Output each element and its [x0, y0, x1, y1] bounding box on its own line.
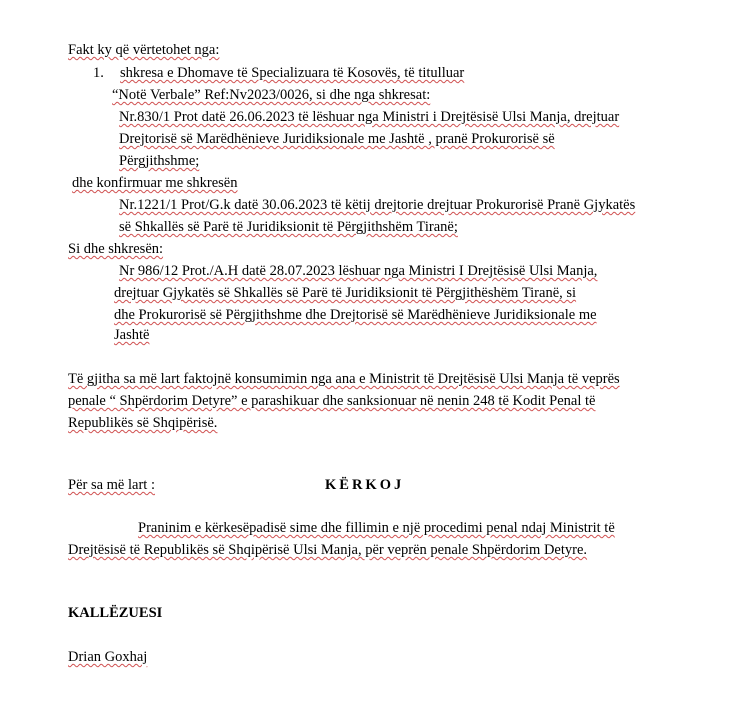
list-item-line-1: shkresa e Dhomave të Specializuara të Kosovës, të titulluar	[120, 65, 465, 81]
request-heading: KËRKOJ	[325, 477, 405, 493]
reference-3-line-2: drejtuar Gjykatës së Shkallës së Parë të Juridiksionit të Përgjithëshëm Tiranë, si	[114, 285, 577, 301]
reference-2-line-1: Nr.1221/1 Prot/G.k datë 30.06.2023 të këtij drejtorie drejtuar Prokurorisë Pranë Gjykatës	[119, 197, 636, 213]
confirmation-label: dhe konfirmuar me shkresën	[72, 175, 238, 191]
reference-2-line-2: së Shkallës së Parë të Juridiksionit të Përgjithshëm Tiranë;	[119, 219, 458, 235]
summary-line-3: Republikës së Shqipërisë.	[68, 415, 218, 431]
reference-3-line-3: dhe Prokurorisë së Përgjithshme dhe Drejtorisë së Marëdhënieve Juridiksionale me	[114, 307, 597, 323]
request-line-2: Drejtësisë të Republikës së Shqipërisë Ulsi Manja, për veprën penale Shpërdorim Detyre.	[68, 542, 588, 558]
for-above-label: Për sa më lart :	[68, 477, 155, 493]
reference-1-line-1: Nr.830/1 Prot datë 26.06.2023 të lëshuar nga Ministri i Drejtësisë Ulsi Manja, drejtuar	[119, 109, 620, 125]
reference-3-line-1: Nr 986/12 Prot./A.H datë 28.07.2023 lëshuar nga Ministri I Drejtësisë Ulsi Manja,	[119, 263, 598, 279]
request-line-1: Praninim e kërkesëpadisë sime dhe fillimin e një procedimi penal ndaj Ministrit të	[138, 520, 615, 536]
summary-line-2: penale “ Shpërdorim Detyre” e parashikuar dhe sanksionuar në nenin 248 të Kodit Penal të	[68, 393, 596, 409]
list-number: 1.	[93, 65, 104, 81]
intro-line: Fakt ky që vërtetohet nga:	[68, 42, 220, 58]
list-item-line-2: “Notë Verbale” Ref:Nv2023/0026, si dhe nga shkresat:	[112, 87, 431, 103]
reference-1-line-3: Përgjithshme;	[119, 153, 200, 169]
complainant-name: Drian Goxhaj	[68, 649, 148, 665]
complainant-title: KALLËZUESI	[68, 605, 163, 621]
summary-line-1: Të gjitha sa më lart faktojnë konsumimin nga ana e Ministrit të Drejtësisë Ulsi Manja të veprës	[68, 371, 620, 387]
reference-3-line-4: Jashtë	[114, 327, 150, 343]
reference-1-line-2: Drejtorisë së Marëdhënieve Juridiksionale me Jashtë , pranë Prokurorisë së	[119, 131, 555, 147]
also-label: Si dhe shkresën:	[68, 241, 164, 257]
